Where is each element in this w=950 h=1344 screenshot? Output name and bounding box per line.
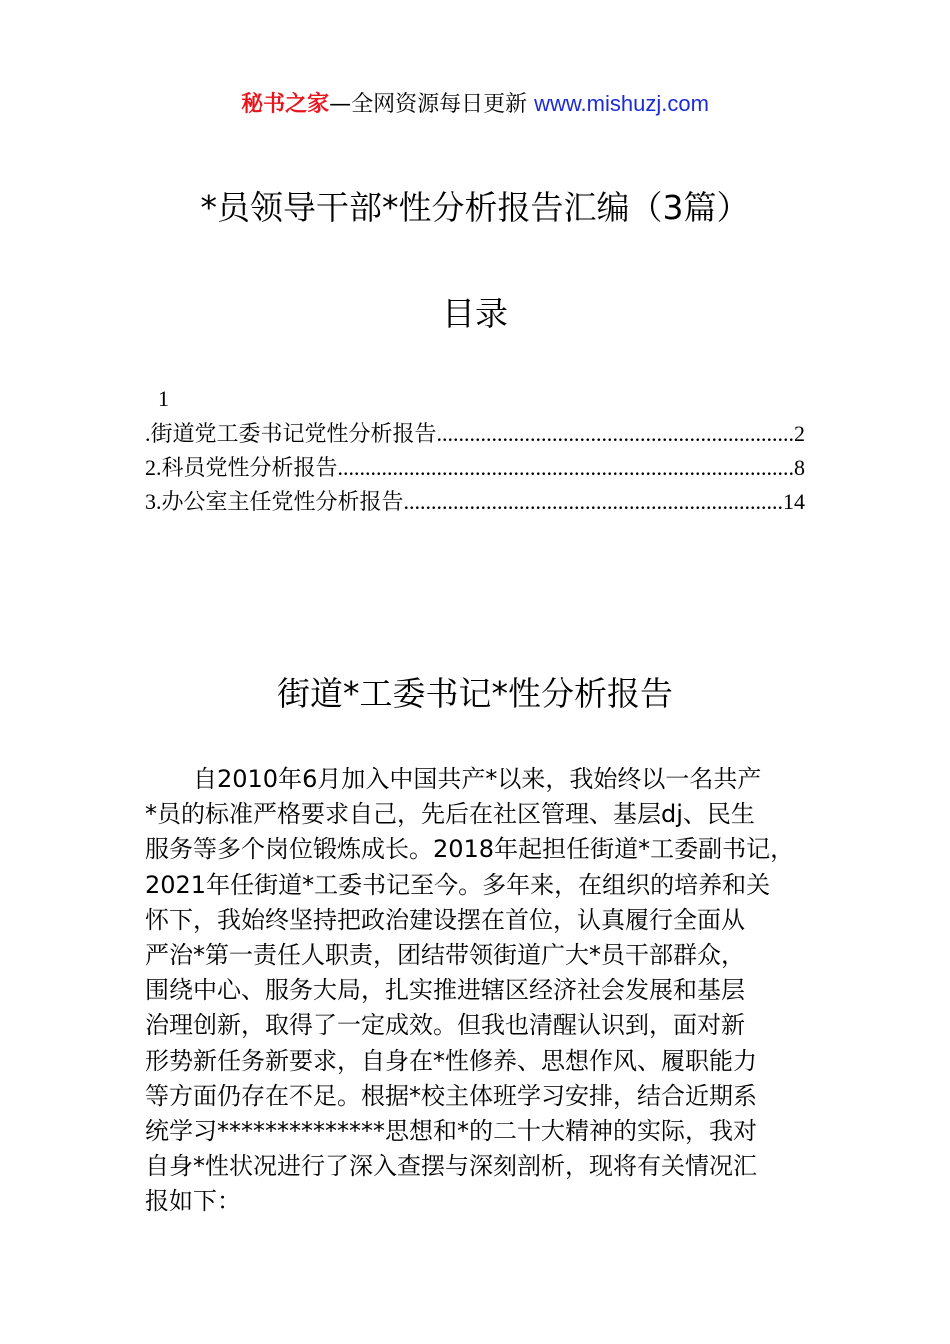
paragraph-line: 治理创新，取得了一定成效。但我也清醒认识到，面对新: [145, 1011, 745, 1040]
paragraph-line: 形势新任务新要求，自身在*性修养、思想作风、履职能力: [145, 1046, 757, 1075]
section-title: 街道*工委书记*性分析报告: [277, 674, 673, 713]
paragraph-line: 严治*第一责任人职责，团结带领街道广大*员干部群众，: [145, 941, 745, 970]
toc-dot-leader: [437, 417, 794, 451]
toc-dot-leader: [404, 485, 783, 519]
toc-entry-label: 办公室主任党性分析报告: [161, 490, 404, 515]
toc-entry-label: 科员党性分析报告: [161, 456, 338, 481]
site-header: [0, 88, 950, 121]
toc-dot-leader: [338, 451, 794, 485]
toc-entry-3[interactable]: [145, 485, 805, 519]
paragraph-line: *员的标准严格要求自己，先后在社区管理、基层dj、民生: [145, 800, 755, 829]
toc-heading: 目录: [442, 294, 508, 333]
paragraph-line: 等方面仍存在不足。根据*校主体班学习安排，结合近期系: [145, 1081, 757, 1110]
site-url-link[interactable]: www.mishuzj.com: [534, 91, 709, 116]
toc-entry-1[interactable]: [145, 417, 805, 451]
toc-entry-number: 2.: [145, 455, 162, 480]
toc-entry-number: .: [145, 421, 151, 446]
paragraph-line: 2021年任街道*工委书记至今。多年来，在组织的培养和关: [145, 870, 771, 899]
paragraph-line: 自身*性状况进行了深入查摆与深刻剖析，现将有关情况汇: [145, 1152, 757, 1181]
toc-lead-number: 1: [158, 386, 169, 411]
section-body-paragraph: [145, 762, 817, 1220]
toc-entry-page: 2: [794, 421, 805, 446]
brand-name: 秘书之家: [241, 92, 330, 117]
paragraph-line: 怀下，我始终坚持把政治建设摆在首位，认真履行全面从: [145, 905, 745, 934]
toc-entry-page: 14: [783, 489, 805, 514]
toc-entry-label: 街道党工委书记党性分析报告: [150, 422, 437, 447]
toc-entry-page: 8: [794, 455, 805, 480]
toc-entry-2[interactable]: [145, 451, 805, 485]
table-of-contents: [145, 417, 805, 519]
header-tagline: —全网资源每日更新: [329, 92, 535, 117]
paragraph-line: 围绕中心、服务大局，扎实推进辖区经济社会发展和基层: [145, 976, 745, 1005]
paragraph-line: 报如下：: [145, 1187, 241, 1216]
paragraph-line: 服务等多个岗位锻炼成长。2018年起担任街道*工委副书记，: [145, 835, 795, 864]
toc-entry-number: 3.: [145, 489, 162, 514]
paragraph-line: 统学习**************思想和*的二十大精神的实际，我对: [145, 1117, 757, 1146]
document-title: *员领导干部*性分析报告汇编（3篇）: [200, 188, 750, 227]
paragraph-line: 自2010年6月加入中国共产*以来，我始终以一名共产: [193, 765, 762, 793]
